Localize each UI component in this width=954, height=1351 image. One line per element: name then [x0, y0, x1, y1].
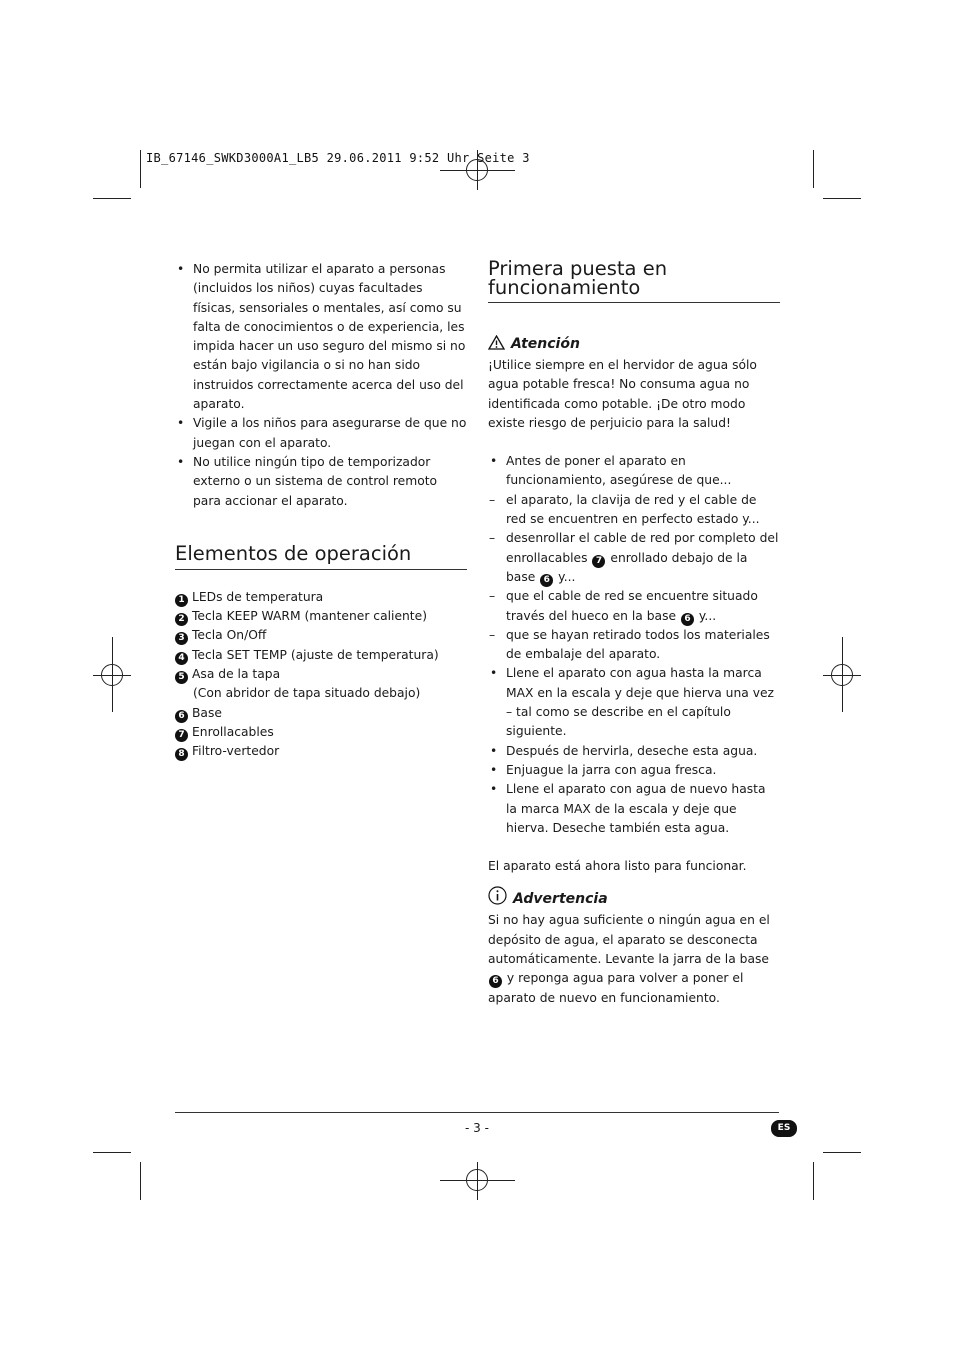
section-title-elementos: Elementos de operación [175, 541, 412, 565]
element-item-7: 7 Enrollacables [175, 723, 467, 742]
warning-icon [488, 335, 505, 356]
number-badge: 2 [175, 613, 188, 626]
element-item-8: 8 Filtro-vertedor [175, 742, 467, 761]
atencion-heading: Atención [488, 334, 780, 356]
number-badge: 8 [175, 748, 188, 761]
list-item: • No utilice ningún tipo de temporizador externo o un sistema de control remoto para accionar el aparato. [175, 453, 467, 511]
number-badge: 6 [540, 574, 553, 587]
number-badge: 6 [489, 975, 502, 988]
number-badge: 5 [175, 671, 188, 684]
number-badge: 7 [175, 729, 188, 742]
list-item: – que se hayan retirado todos los materiales de embalaje del aparato. [488, 626, 780, 665]
footer-rule [175, 1112, 779, 1113]
list-item: • Vigile a los niños para asegurarse de que no juegan con el aparato. [175, 414, 467, 453]
crop-mark [813, 150, 814, 188]
list-item: – desenrollar el cable de red por completo del enrollacables 7 enrollado debajo de la base 6 y... [488, 529, 780, 587]
crop-mark [93, 198, 131, 199]
number-badge: 6 [175, 710, 188, 723]
element-item-3: 3 Tecla On/Off [175, 626, 467, 645]
number-badge: 7 [592, 555, 605, 568]
registration-mark [831, 664, 853, 686]
list-item: • Llene el aparato con agua de nuevo hasta la marca MAX de la escala y deje que hierva. Deseche también esta agua. [488, 780, 780, 838]
element-item-2: 2 Tecla KEEP WARM (mantener caliente) [175, 607, 467, 626]
section-title-primera-puesta: Primera puesta en funcionamiento [488, 257, 668, 299]
element-item-1: 1 LEDs de temperatura [175, 588, 467, 607]
list-item: • Antes de poner el aparato en funcionamiento, asegúrese de que... [488, 452, 780, 491]
left-column [175, 260, 467, 762]
list-item: – que el cable de red se encuentre situado través del hueco en la base 6 y... [488, 587, 780, 626]
list-item: • Después de hervirla, deseche esta agua. [488, 742, 780, 761]
number-badge: 4 [175, 652, 188, 665]
element-item-5-sub: (Con abridor de tapa situado debajo) [193, 686, 421, 701]
section-rule [488, 302, 780, 303]
info-icon [488, 886, 507, 911]
number-badge: 1 [175, 594, 188, 607]
number-badge: 3 [175, 632, 188, 645]
element-item-5: 5 Asa de la tapa [175, 665, 467, 684]
language-badge: ES [771, 1120, 797, 1137]
advertencia-text: Si no hay agua suficiente o ningún agua en el depósito de agua, el aparato se desconecta automáticamente. Levante la jarra de la base 6 y reponga agua para volver a poner el aparato de nuevo en funcionamiento. [488, 913, 770, 1005]
page-number: - 3 - [465, 1121, 489, 1135]
element-item-4: 4 Tecla SET TEMP (ajuste de temperatura) [175, 646, 467, 665]
ready-text: El aparato está ahora listo para funcionar. [488, 859, 747, 874]
element-item-6: 6 Base [175, 704, 467, 723]
print-slug: IB_67146_SWKD3000A1_LB5 29.06.2011 9:52 Uhr Seite 3 [146, 151, 530, 165]
list-item: – el aparato, la clavija de red y el cable de red se encuentren en perfecto estado y... [488, 491, 780, 530]
crop-mark [813, 1162, 814, 1200]
advertencia-heading: Advertencia [488, 886, 780, 911]
list-item: • No permita utilizar el aparato a personas (incluidos los niños) cuyas facultades físicas, sensoriales o mentales, así como su falta de conocimientos o de experiencia, les impida hacer un uso seguro del mismo si no están bajo vigilancia o si no han sido instruidos correctamente acerca del uso del aparato. [175, 260, 467, 414]
crop-mark [93, 1152, 131, 1153]
atencion-text: ¡Utilice siempre en el hervidor de agua sólo agua potable fresca! No consuma agua no identificada como potable. ¡De otro modo existe riesgo de perjuicio para la salud! [488, 358, 757, 430]
right-column [488, 259, 780, 1008]
list-item: • Enjuague la jarra con agua fresca. [488, 761, 780, 780]
list-item: • Llene el aparato con agua hasta la marca MAX en la escala y deje que hierva una vez – tal como se describe en el capítulo siguiente. [488, 664, 780, 741]
crop-mark [140, 1162, 141, 1200]
number-badge: 6 [681, 613, 694, 626]
crop-mark [140, 150, 141, 188]
registration-mark [466, 1169, 488, 1191]
crop-mark [823, 1152, 861, 1153]
registration-mark [101, 664, 123, 686]
crop-mark [823, 198, 861, 199]
section-rule [175, 569, 467, 570]
